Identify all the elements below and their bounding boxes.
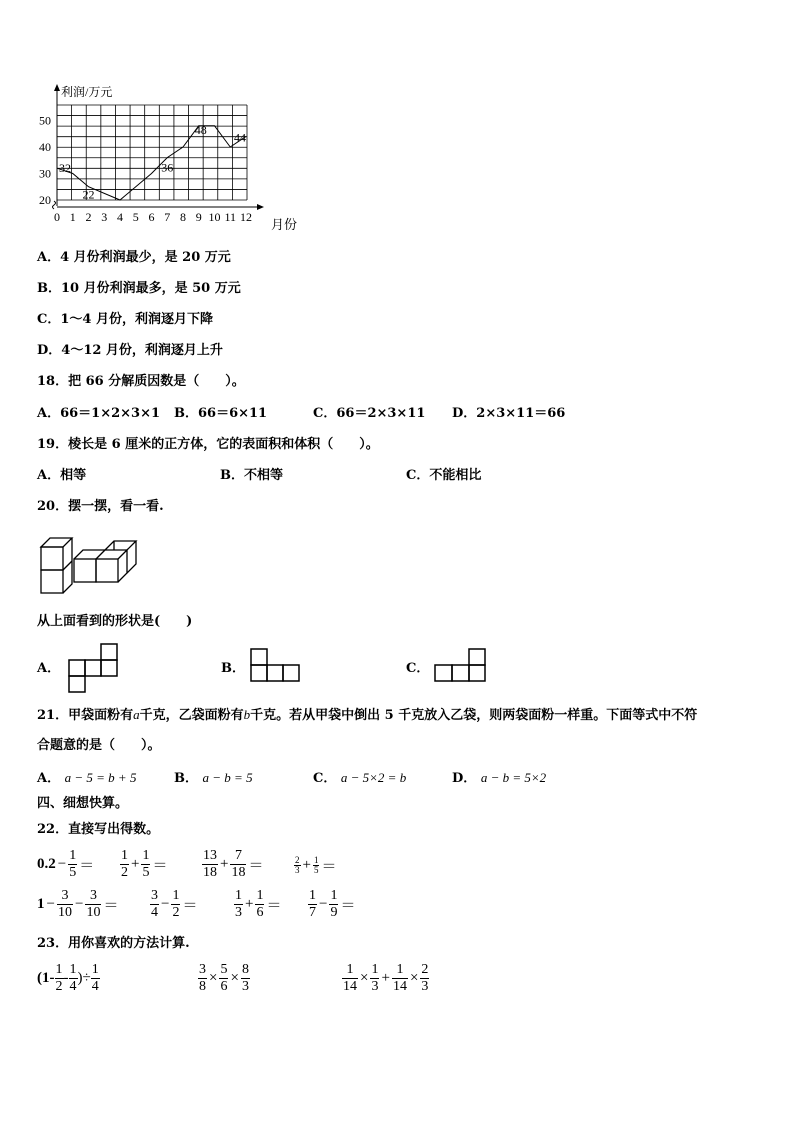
x-tick-label: 8 [180, 210, 186, 224]
chart-x-axis-label: 月份 [271, 217, 298, 232]
q20-stem: 20．摆一摆，看一看. [37, 499, 164, 514]
numerator: 1 [69, 848, 77, 863]
q21-option-a-expr: a − 5 = b + 5 [64, 770, 137, 785]
q22-expr-3 [202, 848, 265, 881]
denominator: 5 [142, 865, 150, 880]
denominator: 10 [86, 905, 101, 920]
q21-option-d[interactable] [452, 770, 546, 787]
denominator: 8 [199, 979, 206, 994]
x-tick-label: 5 [132, 210, 139, 224]
q22-e1-minus: − [57, 856, 67, 872]
q21-option-d-label: D． [452, 771, 477, 786]
q23-stem: 23．用你喜欢的方法计算. [37, 936, 190, 951]
q19-option-c[interactable]: C．不能相比 [406, 468, 482, 483]
denominator: 3 [295, 865, 300, 875]
numerator: 7 [234, 848, 242, 863]
q22-e6-equals: ＝ [182, 898, 198, 914]
x-tick-label: 4 [117, 210, 123, 224]
x-tick-label: 11 [224, 210, 237, 224]
q23-c2-times-2: × [230, 970, 239, 986]
y-tick-label: 50 [39, 113, 51, 128]
denominator: 2 [172, 905, 180, 920]
x-tick-label: 9 [195, 210, 202, 224]
q22-e1-equals: ＝ [79, 858, 95, 874]
q21-option-c-expr: a − 5×2 = b [340, 770, 407, 785]
q22-e8-frac-a [308, 888, 317, 921]
numerator: 3 [151, 888, 158, 903]
numerator: 3 [89, 888, 97, 903]
profit-line-chart [30, 80, 300, 235]
x-tick-label: 12 [240, 210, 252, 224]
axis-break-mark [53, 201, 56, 209]
q23-c1-open: (1- [37, 970, 55, 986]
q22-e5-lead: 1 [37, 896, 45, 912]
q22-e2-equals: ＝ [152, 858, 168, 874]
q22-expr-4 [294, 855, 338, 876]
data-label: 44 [234, 130, 246, 145]
q22-e8-frac-b [329, 888, 338, 921]
q23-calc-3 [342, 962, 429, 995]
q20-option-b-shape[interactable] [250, 648, 302, 684]
q23-c3-times-1: × [360, 970, 369, 986]
q19-option-a[interactable]: A．相等 [37, 468, 87, 483]
denominator: 10 [57, 905, 72, 920]
denominator: 14 [343, 979, 357, 994]
q21-option-c[interactable] [313, 770, 406, 787]
q22-e2-plus: + [131, 856, 140, 872]
q18-option-d[interactable]: D．2×3×11＝66 [452, 406, 566, 421]
data-label: 48 [194, 122, 207, 137]
chart-grid [57, 105, 247, 200]
q21-option-b-expr: a − b = 5 [202, 770, 253, 785]
denominator: 6 [220, 979, 228, 994]
chart-y-axis-label: 利润/万元 [61, 85, 113, 99]
q23-c1-frac-b [69, 962, 78, 995]
q23-c2-frac-b [219, 962, 228, 995]
numerator: 1 [371, 962, 379, 977]
chart-x-ticks [54, 210, 252, 224]
x-tick-label: 2 [85, 210, 92, 224]
q22-expr-1 [37, 848, 96, 881]
q22-expr-8 [308, 888, 357, 921]
q22-e7-equals: ＝ [266, 898, 282, 914]
numerator: 1 [55, 962, 63, 977]
denominator: 4 [151, 905, 158, 920]
q22-e1-frac [68, 848, 77, 881]
q23-c3-frac-a [342, 962, 358, 995]
data-label: 36 [161, 160, 174, 175]
q23-c1-frac-c [91, 962, 100, 995]
q22-e3-frac-b [230, 848, 246, 881]
numerator: 8 [241, 962, 249, 977]
q22-e5-minus-2: − [74, 896, 84, 912]
q21-stem [37, 707, 697, 724]
q17-option-a[interactable]: A．4 月份利润最少，是 20 万元 [37, 250, 231, 265]
q21-option-a[interactable] [37, 770, 136, 787]
denominator: 14 [392, 979, 407, 994]
q17-option-b[interactable]: B．10 月份利润最多，是 50 万元 [37, 281, 241, 296]
numerator: 3 [61, 888, 69, 903]
q21-stem-part3: 千克。若从甲袋中倒出 5 千克放入乙袋，则两袋面粉一样重。下面等式中不符 [250, 708, 698, 723]
q20-question: 从上面看到的形状是( ) [37, 614, 193, 629]
q18-option-a[interactable]: A．66＝1×2×3×1 [37, 406, 161, 421]
denominator: 3 [421, 979, 429, 994]
q20-option-b-label[interactable]: B． [221, 661, 245, 676]
chart-y-ticks [39, 114, 51, 208]
numerator: 1 [142, 848, 150, 863]
q22-e4-plus: + [302, 857, 311, 873]
y-tick-label: 30 [39, 166, 51, 181]
q19-option-b[interactable]: B．不相等 [220, 468, 283, 483]
q22-e4-equals: ＝ [321, 859, 337, 875]
q22-e3-plus: + [220, 856, 229, 872]
numerator: 3 [199, 962, 206, 977]
q22-expr-5 [37, 888, 120, 921]
denominator: 4 [69, 979, 77, 994]
numerator: 1 [396, 962, 404, 977]
q20-option-a-shape[interactable] [68, 643, 120, 693]
y-axis-arrow [54, 84, 60, 91]
q23-c3-frac-b [370, 962, 379, 995]
x-axis-arrow [257, 204, 264, 210]
q23-c3-frac-c [392, 962, 408, 995]
q22-expr-6 [150, 888, 199, 921]
q23-c3-plus: + [381, 970, 390, 986]
data-label: 22 [82, 187, 95, 202]
numerator: 1 [330, 888, 338, 903]
denominator: 3 [235, 905, 242, 920]
x-tick-label: 10 [208, 210, 221, 224]
q22-e6-minus: − [161, 896, 170, 912]
denominator: 18 [203, 865, 217, 880]
q22-e4-frac-b [313, 856, 320, 875]
numerator: 2 [295, 855, 300, 865]
q23-calc-2 [198, 962, 250, 995]
q21-stem-line2: 合题意的是（ ）。 [37, 738, 161, 753]
numerator: 1 [69, 962, 77, 977]
q22-e4-frac-a [294, 856, 301, 875]
q22-e2-frac-b [141, 848, 150, 881]
cube-arrangement-figure [36, 535, 146, 597]
q22-e7-plus: + [245, 896, 254, 912]
q23-c3-times-2: × [409, 970, 419, 986]
q22-e2-frac-a [120, 848, 129, 881]
q18-option-c[interactable]: C．66＝2×3×11 [313, 406, 426, 421]
q19-stem: 19．棱长是 6 厘米的正方体，它的表面积和体积（ ）。 [37, 437, 379, 452]
denominator: 3 [371, 979, 379, 994]
q23-c2-frac-a [198, 962, 207, 995]
q22-stem: 22．直接写出得数。 [37, 822, 160, 837]
q22-e3-frac-a [202, 848, 218, 881]
numerator: 13 [203, 848, 217, 863]
x-tick-label: 6 [148, 210, 155, 224]
q22-e8-minus: − [319, 896, 328, 912]
q22-e1-lead: 0.2 [37, 856, 56, 872]
q22-e7-frac-a [234, 888, 243, 921]
denominator: 4 [91, 979, 99, 994]
q20-option-c-shape[interactable] [434, 648, 488, 684]
q22-e5-equals: ＝ [103, 898, 119, 914]
data-label: 32 [59, 161, 71, 176]
denominator: 3 [241, 979, 249, 994]
q22-expr-7 [234, 888, 283, 921]
q23-c1-dash: - [63, 970, 69, 986]
q22-e8-equals: ＝ [340, 898, 356, 914]
denominator: 18 [231, 865, 246, 880]
q18-stem: 18．把 66 分解质因数是（ ）。 [37, 374, 245, 389]
q21-var-a: a [133, 707, 140, 722]
q21-var-b: b [243, 707, 251, 722]
q23-c1-frac-a [55, 962, 64, 995]
q22-e3-equals: ＝ [248, 858, 264, 874]
q23-c3-frac-d [420, 962, 429, 995]
denominator: 2 [121, 865, 128, 880]
numerator: 5 [220, 962, 228, 977]
x-tick-label: 7 [164, 210, 171, 224]
numerator: 1 [121, 848, 128, 863]
x-tick-label: 3 [101, 210, 108, 224]
q20-option-a-label[interactable]: A． [37, 661, 61, 676]
numerator: 1 [172, 888, 180, 903]
denominator: 7 [309, 905, 316, 920]
q21-option-d-expr: a − b = 5×2 [480, 770, 547, 785]
q22-e7-frac-b [255, 888, 264, 921]
q18-option-b[interactable]: B．66＝6×11 [174, 406, 268, 421]
q22-e5-frac-b [85, 888, 101, 921]
q21-option-c-label: C． [313, 771, 337, 786]
x-tick-label: 0 [54, 210, 60, 224]
numerator: 1 [256, 888, 264, 903]
q23-c2-times-1: × [209, 970, 218, 986]
q21-stem-part1: 21．甲袋面粉有 [37, 708, 134, 723]
denominator: 5 [313, 865, 319, 875]
q22-e6-frac-b [171, 888, 180, 921]
numerator: 1 [91, 962, 99, 977]
q17-option-d[interactable]: D．4～12 月份，利润逐月上升 [37, 343, 223, 358]
numerator: 1 [309, 888, 316, 903]
q21-option-b[interactable] [174, 770, 253, 787]
numerator: 1 [235, 888, 242, 903]
denominator: 6 [256, 905, 264, 920]
q20-option-c-label[interactable]: C． [406, 661, 430, 676]
q23-c1-close: )÷ [77, 970, 91, 986]
q22-e6-frac-a [150, 888, 159, 921]
denominator: 2 [55, 979, 63, 994]
q22-expr-2 [120, 848, 169, 881]
numerator: 1 [313, 855, 319, 865]
numerator: 2 [421, 962, 429, 977]
q21-option-b-label: B． [174, 771, 198, 786]
q17-option-c[interactable]: C．1～4 月份，利润逐月下降 [37, 312, 213, 327]
q23-c2-frac-c [241, 962, 250, 995]
numerator: 1 [346, 962, 354, 977]
q22-e5-minus-1: − [46, 896, 55, 912]
q21-option-a-label: A． [37, 771, 61, 786]
denominator: 9 [330, 905, 338, 920]
denominator: 5 [69, 865, 77, 880]
q23-calc-1 [37, 962, 100, 995]
q21-stem-part2: 千克，乙袋面粉有 [139, 708, 244, 723]
y-tick-label: 40 [39, 140, 51, 154]
x-tick-label: 1 [69, 210, 76, 224]
q22-e5-frac-a [57, 888, 73, 921]
y-tick-label: 20 [39, 193, 51, 207]
section-4-heading: 四、细想快算。 [37, 796, 129, 811]
